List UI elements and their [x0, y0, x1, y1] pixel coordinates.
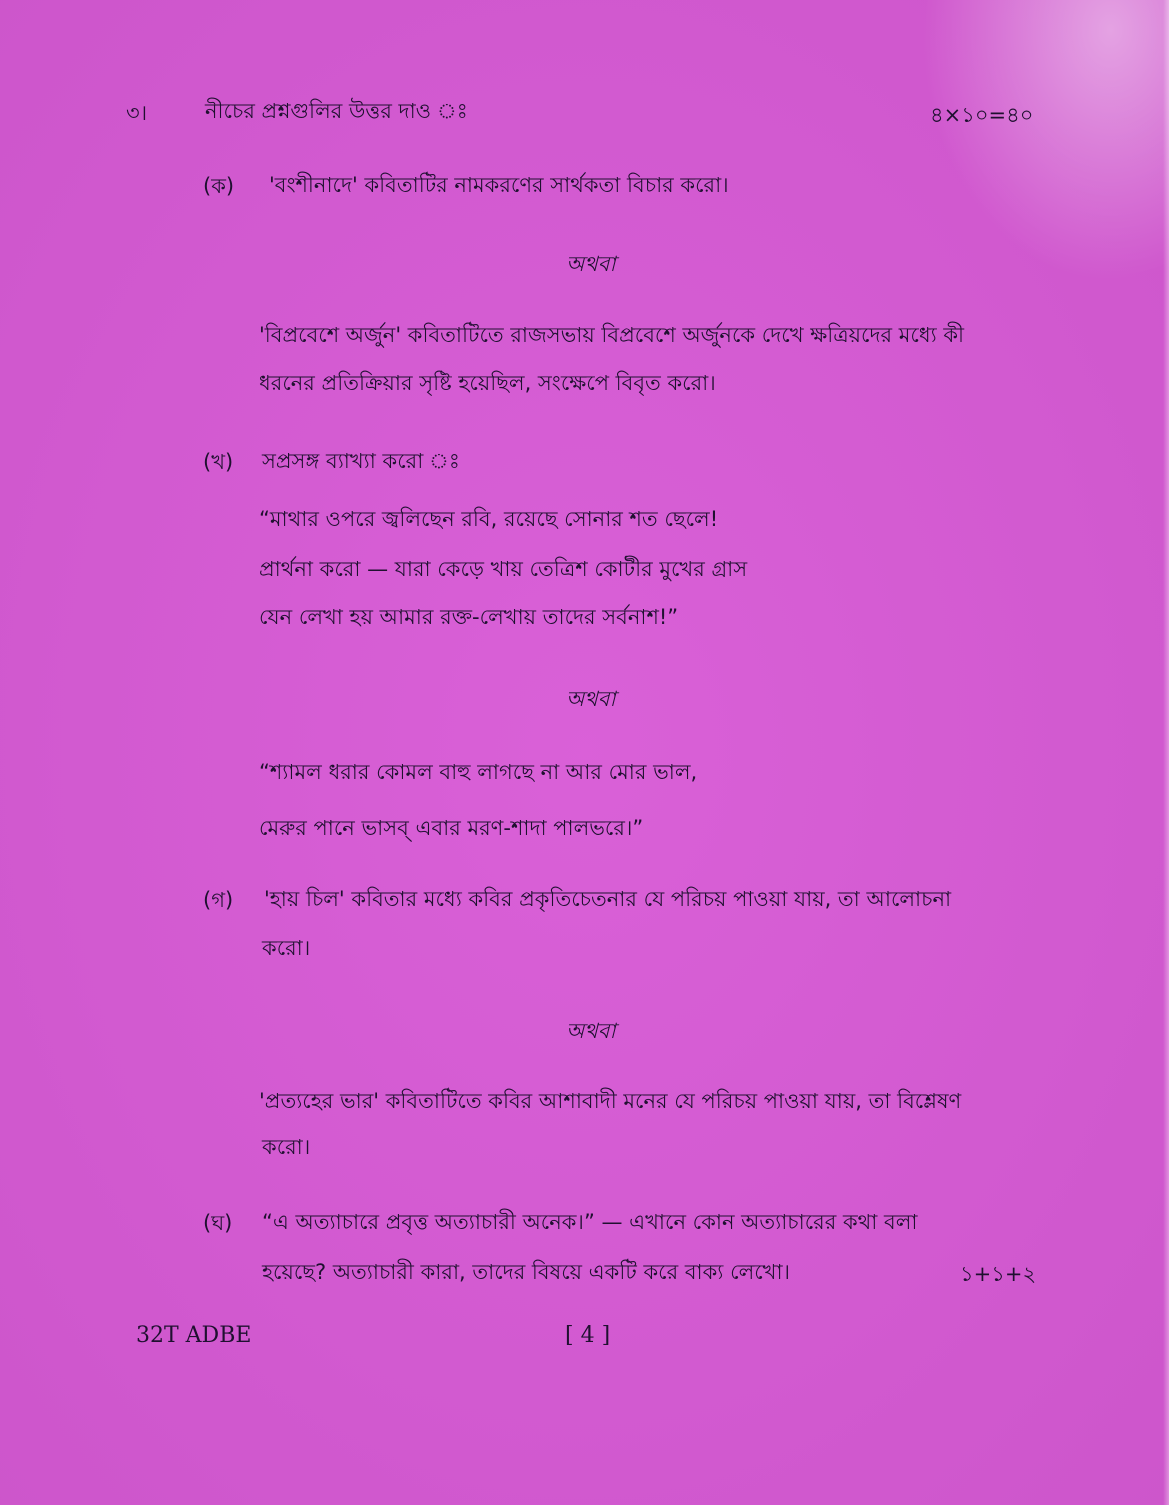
item-ka-alt-line2: ধরনের প্রতিক্রিয়ার সৃষ্টি হয়েছিল, সংক্ষেপে বিবৃত করো।	[259, 371, 716, 395]
or-divider-ka: অথবা	[566, 252, 616, 276]
quote2-line2: মেরুর পানে ভাসব্ এবার মরণ-শাদা পালভরে।”	[259, 816, 644, 840]
question-number: ৩।	[126, 101, 148, 125]
quote2-line1: “শ্যামল ধরার কোমল বাহু লাগছে না আর মোর ভাল,	[259, 760, 698, 784]
item-gha-line2: হয়েছে? অত্যাচারী কারা, তাদের বিষয়ে একটি করে বাক্য লেখো।	[262, 1260, 791, 1284]
or-divider-ga: অথবা	[566, 1019, 616, 1043]
quote1-line2: প্রার্থনা করো — যারা কেড়ে খায় তেত্রিশ কোটীর মুখের গ্রাস	[259, 557, 748, 581]
item-ga-alt-line2: করো।	[262, 1135, 311, 1159]
item-ga-alt-line1: 'প্রত্যহের ভার' কবিতাটিতে কবির আশাবাদী মনের যে পরিচয় পাওয়া যায়, তা বিশ্লেষণ	[259, 1089, 962, 1113]
paper-code: 32T ADBE	[136, 1323, 252, 1348]
item-gha-line1: “এ অত্যাচারে প্রবৃত্ত অত্যাচারী অনেক।” — এখানে কোন অত্যাচারের কথা বলা	[262, 1210, 918, 1234]
item-gha-marks: ১+১+২	[960, 1262, 1037, 1286]
item-label-kha: (খ)	[203, 450, 234, 474]
item-ga-line1: 'হায় চিল' কবিতার মধ্যে কবির প্রকৃতিচেতনার যে পরিচয় পাওয়া যায়, তা আলোচনা	[264, 887, 952, 911]
question-instruction: নীচের প্রশ্নগুলির উত্তর দাও ঃ	[205, 99, 468, 123]
paper-edge-shadow	[1163, 0, 1169, 1505]
item-label-ga: (গ)	[203, 888, 234, 912]
question-marks: ৪×১০=৪০	[930, 103, 1034, 127]
item-ka-alt-line1: 'বিপ্রবেশে অর্জুন' কবিতাটিতে রাজসভায় বিপ্রবেশে অর্জুনকে দেখে ক্ষত্রিয়দের মধ্যে কী	[259, 323, 965, 347]
item-label-gha: (ঘ)	[203, 1211, 233, 1235]
quote1-line3: যেন লেখা হয় আমার রক্ত-লেখায় তাদের সর্বনাশ!”	[259, 605, 679, 629]
or-divider-kha: অথবা	[566, 687, 616, 711]
item-label-ka: (ক)	[203, 174, 235, 198]
item-ga-line2: করো।	[262, 936, 311, 960]
item-ka-text: 'বংশীনাদে' কবিতাটির নামকরণের সার্থকতা বিচার করো।	[269, 173, 729, 197]
page-number: [ 4 ]	[565, 1323, 611, 1348]
item-kha-text: সপ্রসঙ্গ ব্যাখ্যা করো ঃ	[262, 449, 460, 473]
quote1-line1: “মাথার ওপরে জ্বলিছেন রবি, রয়েছে সোনার শত ছেলে!	[259, 507, 719, 531]
